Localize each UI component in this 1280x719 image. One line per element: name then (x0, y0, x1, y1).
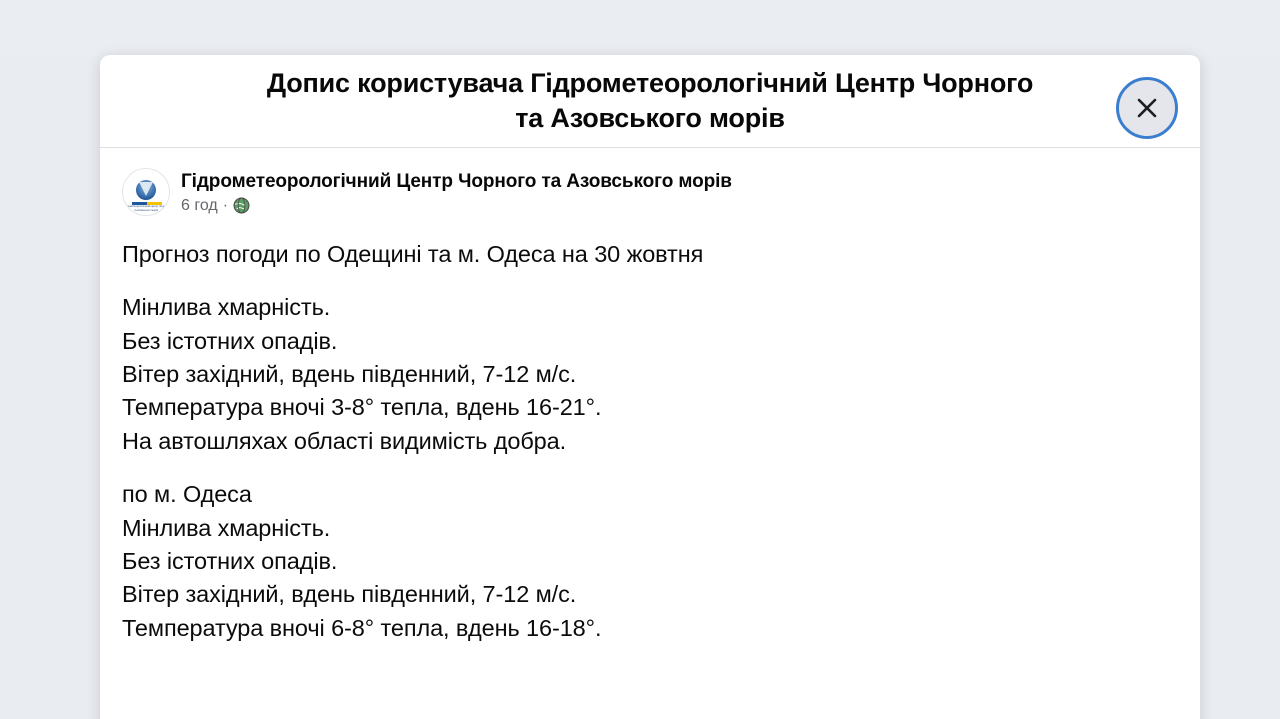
post-text (122, 238, 1178, 645)
avatar-caption: Гідрометеорологічний Центр Чорного та Азовського морів (123, 205, 169, 212)
dialog-title: Допис користувача Гідрометеорологічний Центр Чорного та Азовського морів (266, 68, 1034, 133)
post-line: Вітер західний, вдень південний, 7-12 м/с. (122, 361, 577, 388)
globe-icon[interactable] (233, 197, 250, 214)
page-backdrop (0, 0, 1280, 56)
dialog-header (100, 55, 1200, 148)
post-body (100, 148, 1200, 645)
post-line: Без істотних опадів. (122, 327, 338, 354)
post-line: Без істотних опадів. (122, 547, 338, 574)
post-line: Температура вночі 3-8° тепла, вдень 16-21°. (122, 394, 602, 421)
post-dialog (100, 55, 1200, 719)
post-meta-row (181, 197, 732, 215)
close-icon (1134, 95, 1160, 121)
post-line: Прогноз погоди по Одещині та м. Одеса на 30 жовтня (122, 241, 704, 267)
post-timestamp[interactable]: 6 год (181, 196, 218, 214)
post-paragraph (122, 478, 1178, 645)
poster-name[interactable]: Гідрометеорологічний Центр Чорного та Азовського морів (181, 171, 732, 192)
post-header (122, 168, 1178, 216)
avatar[interactable] (122, 168, 170, 216)
post-line: Мінлива хмарність. (122, 294, 331, 321)
post-paragraph (122, 238, 1178, 271)
post-line: Температура вночі 6-8° тепла, вдень 16-18°. (122, 614, 602, 641)
poster-meta (181, 168, 732, 215)
close-button[interactable] (1116, 77, 1178, 139)
post-line: по м. Одеса (122, 481, 252, 508)
post-paragraph (122, 291, 1178, 458)
post-line: Мінлива хмарність. (122, 514, 331, 541)
meta-separator: · (222, 196, 229, 214)
post-line: На автошляхах області видимість добра. (122, 427, 567, 454)
post-line: Вітер західний, вдень південний, 7-12 м/с. (122, 581, 577, 608)
